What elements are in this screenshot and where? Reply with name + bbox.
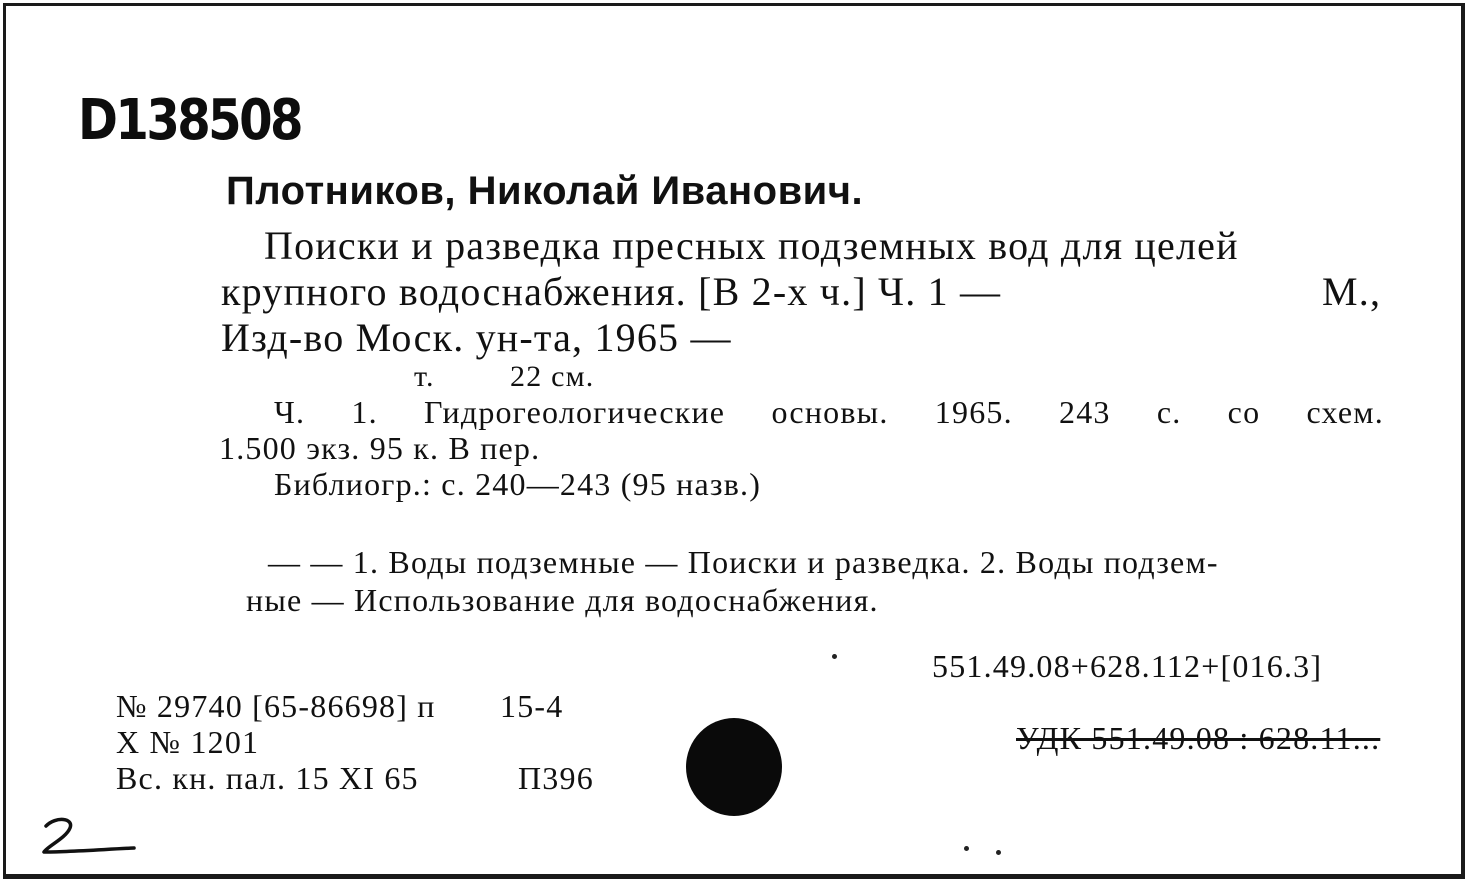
- volumes-t: т.: [414, 360, 435, 393]
- accession-number: D138508: [78, 88, 301, 153]
- speck: [964, 846, 969, 851]
- part-word: основы.: [771, 394, 889, 430]
- title-line-2-right: М.,: [1322, 269, 1382, 314]
- bibliography-note: Библиогр.: с. 240—243 (95 назв.): [274, 466, 762, 502]
- part-line-1: [274, 394, 1384, 431]
- speck: [996, 850, 1001, 855]
- author-heading: Плотников, Николай Иванович.: [226, 169, 864, 213]
- udc-struck: УДК 551.49.08 : 628.11...: [1016, 720, 1381, 756]
- title-line-2-left: крупного водоснабжения. [В 2-х ч.] Ч. 1 —: [221, 269, 1002, 314]
- catalog-card: [3, 3, 1465, 879]
- order-line-3-left: Вс. кн. пал. 15 XI 65: [116, 760, 419, 796]
- subjects-line-2: ные — Использование для водоснабжения.: [246, 582, 879, 618]
- order-line-3-right: П396: [518, 760, 594, 796]
- subjects-line-1: — — 1. Воды подземные — Поиски и разведка. 2. Воды подзем-: [268, 544, 1219, 580]
- part-word: с.: [1156, 394, 1182, 430]
- speck: [832, 654, 837, 659]
- title-line-3: Изд-во Моск. ун-та, 1965 —: [221, 315, 732, 360]
- order-line-1-left: № 29740 [65-86698] п: [116, 688, 436, 724]
- udc-classification: 551.49.08+628.112+[016.3]: [932, 648, 1323, 684]
- order-line-1-right: 15-4: [500, 688, 564, 724]
- part-word: со: [1227, 394, 1261, 430]
- part-word: 1965.: [934, 394, 1013, 430]
- title-line-1: Поиски и разведка пресных подземных вод для целей: [264, 223, 1239, 268]
- part-word: 243: [1059, 394, 1111, 430]
- part-word: 1.: [351, 394, 378, 430]
- part-word: Ч.: [274, 394, 306, 430]
- handwritten-mark: [34, 812, 144, 860]
- part-word: Гидрогеологические: [424, 394, 726, 430]
- part-line-2: 1.500 экз. 95 к. В пер.: [219, 430, 541, 466]
- volumes-size: 22 см.: [510, 360, 595, 393]
- order-line-2: Х № 1201: [116, 724, 260, 760]
- punch-hole: [686, 718, 782, 816]
- part-word: схем.: [1306, 394, 1384, 430]
